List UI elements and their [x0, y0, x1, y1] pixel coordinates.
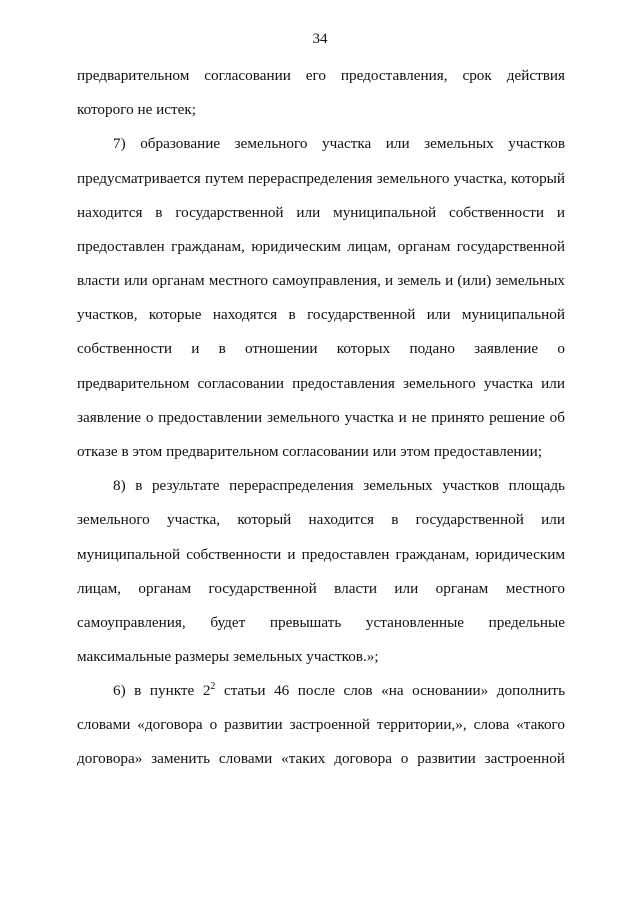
text-line: муниципальной собственности и предоставлен гражданам, юридическим — [77, 546, 565, 563]
text-line: находится в государственной или муниципальной собственности и — [77, 204, 565, 221]
text-line: участков, которые находятся в государственной или муниципальной — [77, 306, 565, 323]
text-line: словами «договора о развитии застроенной территории,», слова «такого — [77, 716, 565, 733]
text-line: договора» заменить словами «таких договора о развитии застроенной — [77, 750, 565, 767]
text-line: собственности и в отношении которых подано заявление о — [77, 340, 565, 357]
text-line: земельного участка, который находится в государственной или — [77, 511, 565, 528]
text-line: предварительном согласовании предоставления земельного участка или — [77, 375, 565, 392]
text-fragment: 6) в пункте 2 — [113, 682, 211, 699]
text-line: отказе в этом предварительном согласовании или этом предоставлении; — [77, 443, 543, 460]
list-item-6-first-line — [113, 682, 565, 700]
text-line: предоставлен гражданам, юридическим лицам, органам государственной — [77, 238, 565, 255]
text-line: власти или органам местного самоуправления, и земель и (или) земельных — [77, 272, 565, 289]
text-line: предварительном согласовании его предоставления, срок действия — [77, 67, 565, 84]
text-fragment: статьи 46 после слов «на основании» дополнить — [215, 682, 565, 699]
text-line: самоуправления, будет превышать установленные предельные — [77, 614, 565, 631]
list-item-7-first-line: 7) образование земельного участка или земельных участков — [113, 135, 565, 152]
text-line: которого не истек; — [77, 101, 196, 118]
list-item-8-first-line: 8) в результате перераспределения земельных участков площадь — [113, 477, 565, 494]
text-line: лицам, органам государственной власти или органам местного — [77, 580, 565, 597]
text-line: максимальные размеры земельных участков.»; — [77, 648, 379, 665]
text-line: предусматривается путем перераспределения земельного участка, который — [77, 170, 565, 187]
text-line: заявление о предоставлении земельного участка и не принято решение об — [77, 409, 565, 426]
page-number: 34 — [312, 31, 328, 47]
superscript: 2 — [210, 681, 216, 692]
